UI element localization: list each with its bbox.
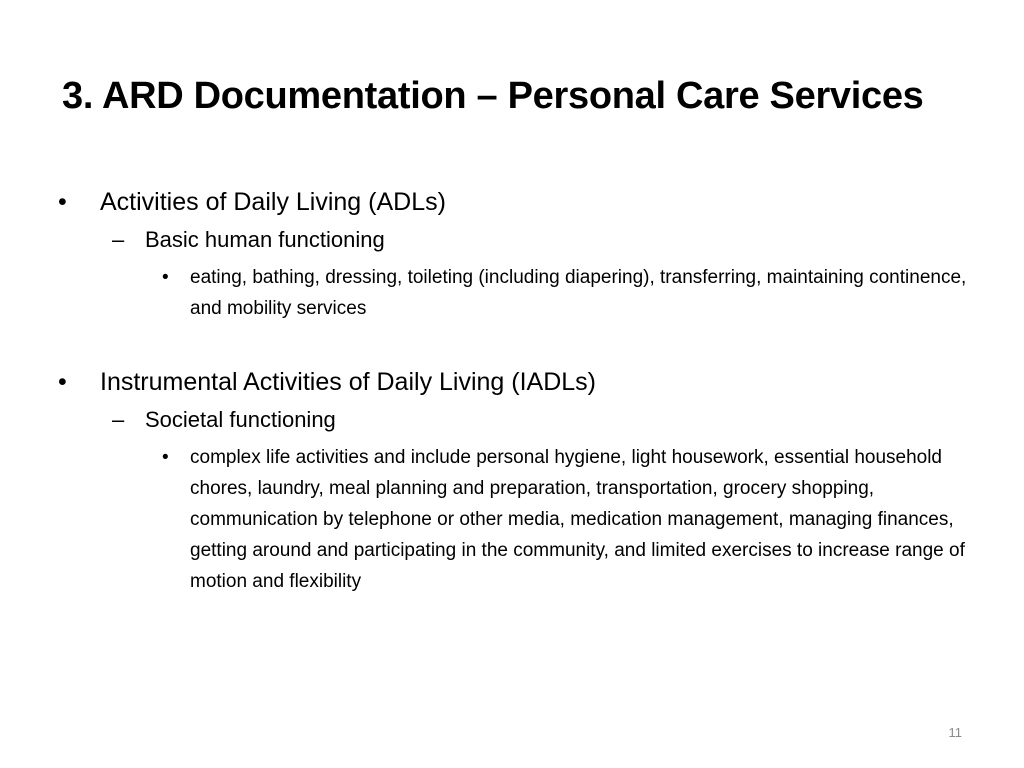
bullet-iadls [0,364,980,400]
detail-bullet-text: complex life activities and include personal hygiene, light housework, essential household chores, laundry, meal planning and preparation, transportation, grocery shopping, communication by telephone or other media, medication management, managing finances, getting around and participating in the community, and limited exercises to increase range of motion and flexibility [190,447,965,592]
sub-bullet-text: Basic human functioning [145,227,385,252]
bullet-text: Activities of Daily Living (ADLs) [100,188,446,216]
detail-bullet-iadl-list [0,442,970,597]
detail-bullet-adl-list [0,262,970,324]
bullet-text: Instrumental Activities of Daily Living (IADLs) [100,368,597,396]
detail-bullet-text: eating, bathing, dressing, toileting (including diapering), transferring, maintaining continence, and mobility services [190,267,967,319]
bullet-marker: • [58,368,67,396]
sub-bullet-societal-functioning [0,404,985,436]
page-number: 11 [948,725,962,740]
spacer [0,324,1024,364]
bullet-adls [0,184,980,220]
slide-title: 3. ARD Documentation – Personal Care Services [62,75,924,117]
slide-content [0,184,1024,597]
bullet-marker: • [162,267,169,288]
sub-bullet-text: Societal functioning [145,407,336,432]
dash-marker: – [112,227,125,252]
sub-bullet-basic-functioning [0,224,985,256]
bullet-marker: • [162,447,169,468]
dash-marker: – [112,407,125,432]
bullet-marker: • [58,188,67,216]
